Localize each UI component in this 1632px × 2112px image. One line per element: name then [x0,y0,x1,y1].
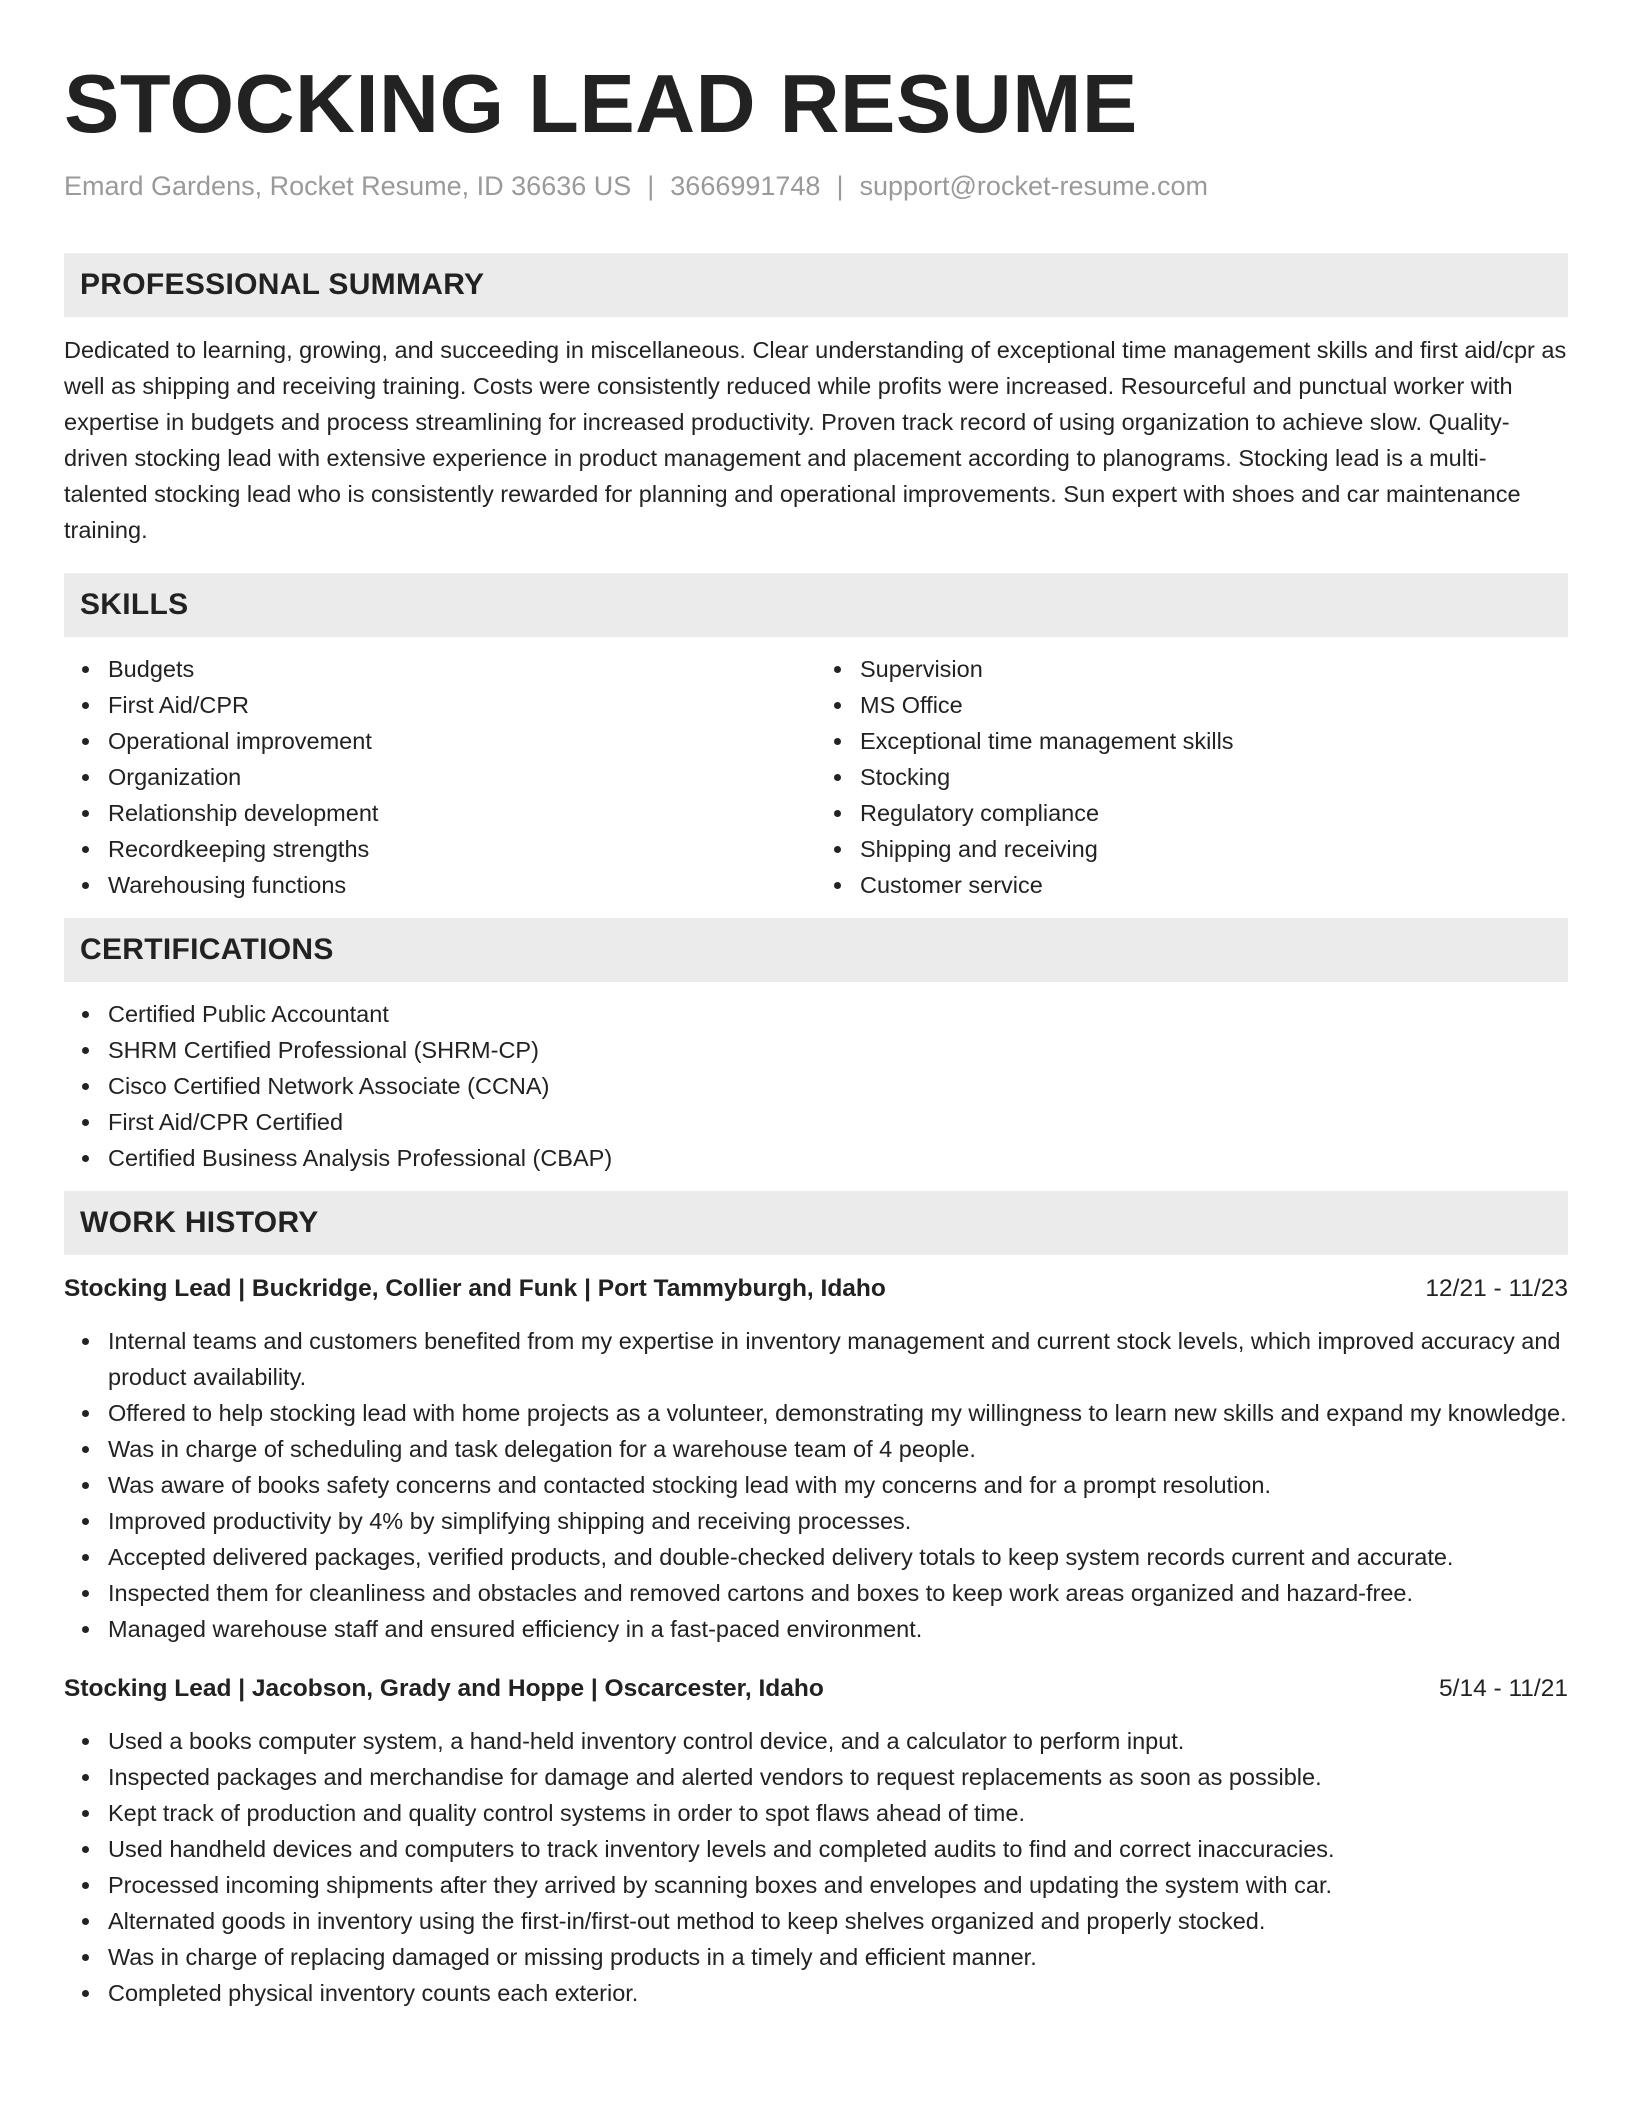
certification-item: Certified Public Accountant [108,996,1568,1032]
skill-item: Organization [108,759,816,795]
skill-item: Exceptional time management skills [860,723,1568,759]
certification-item: First Aid/CPR Certified [108,1104,1568,1140]
job-bullet: Managed warehouse staff and ensured efficiency in a fast-paced environment. [108,1611,1568,1647]
contact-separator: | [647,171,655,201]
job-entry [64,1271,1568,1647]
job-bullet: Improved productivity by 4% by simplifying shipping and receiving processes. [108,1503,1568,1539]
contact-phone: 3666991748 [670,171,821,201]
skill-item: First Aid/CPR [108,687,816,723]
skills-heading: SKILLS [64,573,1568,637]
work-history-heading: WORK HISTORY [64,1191,1568,1255]
job-bullet-list [64,1323,1568,1647]
job-bullet: Inspected them for cleanliness and obstacles and removed cartons and boxes to keep work areas organized and hazard-free. [108,1575,1568,1611]
contact-email[interactable]: support@rocket-resume.com [859,171,1208,201]
summary-heading: PROFESSIONAL SUMMARY [64,253,1568,317]
skill-item: Budgets [108,651,816,687]
skill-item: Supervision [860,651,1568,687]
certification-item: Cisco Certified Network Associate (CCNA) [108,1068,1568,1104]
job-entry [64,1671,1568,2011]
job-bullet: Offered to help stocking lead with home projects as a volunteer, demonstrating my willingness to learn new skills and expand my knowledge. [108,1395,1568,1431]
skill-item: Shipping and receiving [860,831,1568,867]
job-header [64,1671,1568,1707]
job-bullet: Was aware of books safety concerns and contacted stocking lead with my concerns and for a prompt resolution. [108,1467,1568,1503]
skill-item: MS Office [860,687,1568,723]
job-title: Stocking Lead | Jacobson, Grady and Hoppe | Oscarcester, Idaho [64,1675,824,1702]
job-bullet: Alternated goods in inventory using the first-in/first-out method to keep shelves organized and properly stocked. [108,1903,1568,1939]
summary-text: Dedicated to learning, growing, and succeeding in miscellaneous. Clear understanding of exceptional time management skills and first aid/cpr as well as shipping and receiving training. Costs were consistently reduced while profits were increased. Resourceful and punctual worker with expertise in budgets and process streamlining for increased productivity. Proven track record of using organization to achieve slow. Quality-driven stocking lead with extensive experience in product management and placement according to planograms. Stocking lead is a multi-talented stocking lead who is consistently rewarded for planning and operational improvements. Sun expert with shoes and car maintenance training. [64,337,1567,543]
skill-item: Stocking [860,759,1568,795]
skill-item: Relationship development [108,795,816,831]
job-bullet: Used handheld devices and computers to track inventory levels and completed audits to find and correct inaccuracies. [108,1831,1568,1867]
skills-list-right [816,651,1568,903]
skills-columns [64,651,1568,903]
job-bullet-list [64,1723,1568,2011]
skill-item: Regulatory compliance [860,795,1568,831]
skills-list-left [64,651,816,903]
job-bullet: Completed physical inventory counts each exterior. [108,1975,1568,2011]
job-bullet: Used a books computer system, a hand-held inventory control device, and a calculator to perform input. [108,1723,1568,1759]
skill-item: Recordkeeping strengths [108,831,816,867]
contact-line [64,168,1568,204]
skill-item: Operational improvement [108,723,816,759]
skill-item: Warehousing functions [108,867,816,903]
job-header [64,1271,1568,1307]
contact-separator: | [836,171,844,201]
job-bullet: Inspected packages and merchandise for damage and alerted vendors to request replacements as soon as possible. [108,1759,1568,1795]
resume-title: STOCKING LEAD RESUME [64,57,1138,150]
job-bullet: Internal teams and customers benefited from my expertise in inventory management and current stock levels, which improved accuracy and product availability. [108,1323,1568,1395]
job-bullet: Accepted delivered packages, verified products, and double-checked delivery totals to keep system records current and accurate. [108,1539,1568,1575]
job-dates: 5/14 - 11/21 [1439,1675,1568,1702]
certifications-heading: CERTIFICATIONS [64,918,1568,982]
job-bullet: Was in charge of replacing damaged or missing products in a timely and efficient manner. [108,1939,1568,1975]
certification-item: Certified Business Analysis Professional (CBAP) [108,1140,1568,1176]
job-bullet: Kept track of production and quality control systems in order to spot flaws ahead of time. [108,1795,1568,1831]
certifications-list [64,996,1568,1176]
job-title: Stocking Lead | Buckridge, Collier and Funk | Port Tammyburgh, Idaho [64,1275,886,1302]
contact-address: Emard Gardens, Rocket Resume, ID 36636 US [64,171,632,201]
skill-item: Customer service [860,867,1568,903]
job-dates: 12/21 - 11/23 [1425,1275,1568,1302]
certification-item: SHRM Certified Professional (SHRM-CP) [108,1032,1568,1068]
job-bullet: Was in charge of scheduling and task delegation for a warehouse team of 4 people. [108,1431,1568,1467]
job-bullet: Processed incoming shipments after they arrived by scanning boxes and envelopes and updating the system with car. [108,1867,1568,1903]
